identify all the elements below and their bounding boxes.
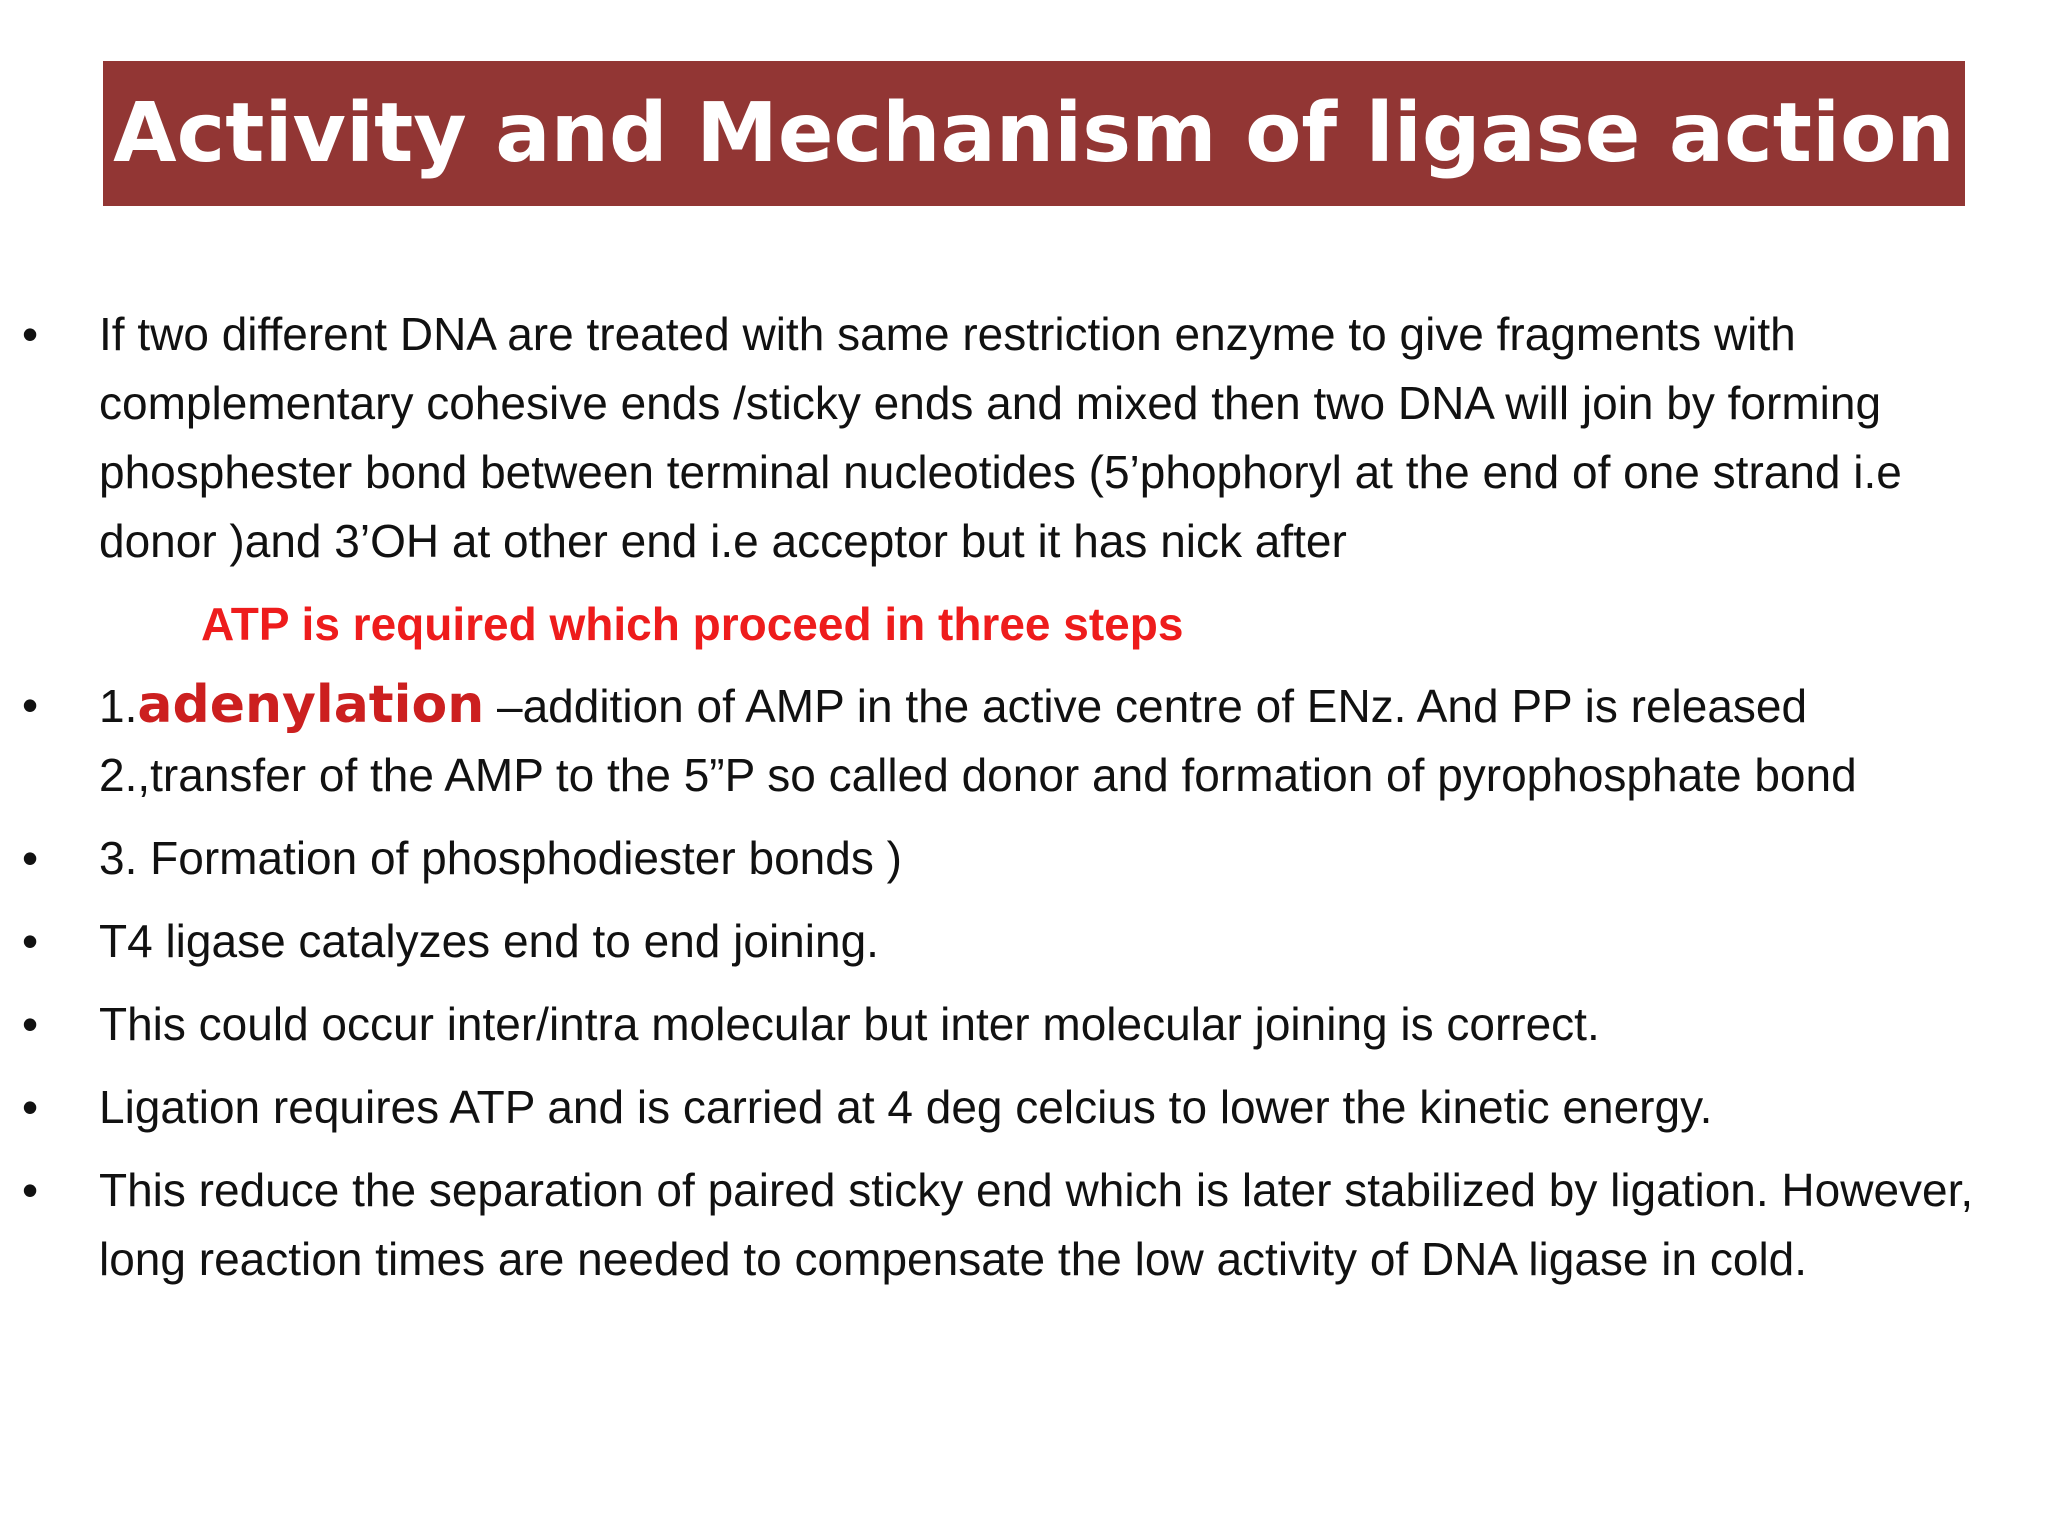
bullet-item-ligation-atp [0,1073,2048,1142]
bullet-marker: • [22,308,39,360]
step2-text: 2.,transfer of the AMP to the 5”P so called donor and formation of pyrophosphate bond [99,749,1857,801]
bullet-item-step3 [0,824,2048,893]
bullet-marker: • [22,832,39,884]
bullet-marker: • [22,1164,39,1216]
bullet-item-separation [0,1156,2048,1294]
step1-prefix: 1. [99,680,138,732]
bullet-item-inter-intra [0,990,2048,1059]
title-banner [103,61,1965,206]
slide-body [0,300,2048,1294]
adenylation-keyword: adenylation [137,675,485,735]
bullet-text: This reduce the separation of paired sticky end which is later stabilized by ligation. However, long reaction times are needed to compensate the low activity of DNA ligase in cold. [99,1164,1974,1285]
step1-text: –addition of AMP in the active centre of ENz. And PP is released [484,680,1808,732]
atp-note: ATP is required which proceed in three steps [201,598,1184,650]
bullet-marker: • [22,679,39,731]
bullet-item-t4 [0,907,2048,976]
bullet-text: 3. Formation of phosphodiester bonds ) [99,832,902,884]
bullet-text: This could occur inter/intra molecular but inter molecular joining is correct. [99,998,1600,1050]
slide-title: Activity and Mechanism of ligase action [113,85,1955,181]
bullet-marker: • [22,1081,39,1133]
bullet-text: Ligation requires ATP and is carried at 4 deg celcius to lower the kinetic energy. [99,1081,1713,1133]
bullet-text: If two different DNA are treated with same restriction enzyme to give fragments with complementary cohesive ends /sticky ends and mixed then two DNA will join by forming phosphester bond between terminal nucleotides (5’phophoryl at the end of one strand i.e donor )and 3’OH at other end i.e acceptor but it has nick after [99,308,1902,567]
bullet-marker: • [22,998,39,1050]
bullet-text: T4 ligase catalyzes end to end joining. [99,915,879,967]
bullet-item-1 [0,300,2048,576]
bullet-item-steps [0,671,2048,810]
bullet-marker: • [22,915,39,967]
